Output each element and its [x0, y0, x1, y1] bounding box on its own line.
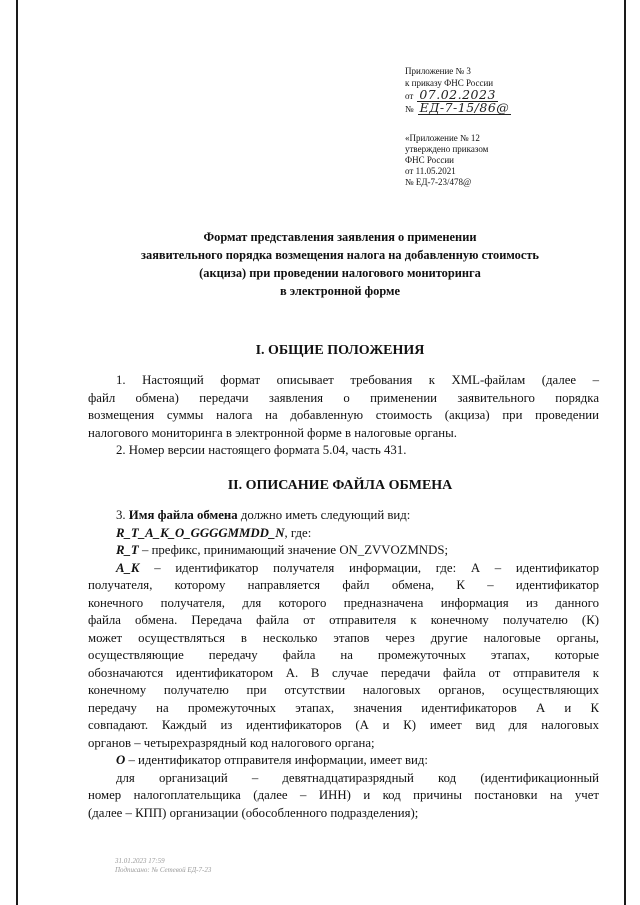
appendix-line-2: к приказу ФНС России [405, 77, 494, 88]
s2-ak-line-11: органов – четырехразрядный код налогового органа; [88, 735, 375, 750]
pattern-rest: , где: [284, 525, 312, 540]
s1-line-2: файл обмена) передачи заявления о применении заявительного порядка [88, 390, 599, 405]
s2-ak-line-3: конечного получателя, для которого предназначена информация из данного [88, 595, 599, 610]
handwritten-date: 07.02.2023 [419, 87, 496, 102]
appendix-quote-block [405, 133, 605, 188]
rt-rest: – префикс, принимающий значение ON_ZVVOZMNDS; [138, 543, 449, 557]
section-1-body [88, 372, 599, 460]
s2-org-line-3: (далее – КПП) организации (обособленного подразделения); [88, 805, 419, 820]
s2-org-line-1: для организаций – девятнадцатиразрядный код (идентификационный [116, 770, 599, 785]
o-code: O [116, 753, 126, 767]
s1-line-5: 2. Номер версии настоящего формата 5.04, часть 431. [116, 443, 407, 457]
s2-ak-line-6: осуществляющие передачу файла на промежуточных этапах, которые [88, 648, 599, 662]
stamp-line-1: 31.01.2023 17:59 [115, 857, 165, 865]
title-line-1: Формат представления заявления о применении [203, 230, 477, 244]
s2-ak-line-10: совпадают. Каждый из идентификаторов (А и К) имеет вид для налоговых [88, 718, 599, 732]
appendix-quote-line-1: «Приложение № 12 [405, 133, 480, 143]
o-rest: – идентификатор отправителя информации, имеет вид: [125, 753, 428, 767]
title-line-3: (акциза) при проведении налогового мониторинга [199, 266, 481, 280]
stamp-line-2: Подписано: № Сетевой ЕД-7-23 [115, 866, 212, 874]
rt-code: R_T [116, 543, 139, 557]
appendix-date-prefix: от [405, 90, 414, 101]
faint-print-stamp [115, 857, 211, 875]
appendix-line-1: Приложение № 3 [405, 66, 471, 76]
ak-line-1-text: – идентификатор получателя информации, где: А – идентификатор [139, 560, 599, 575]
s2-ak-line-2: получателя, которому направляется файл обмена, К – идентификатор [88, 578, 599, 592]
s1-line-4: налогового мониторинга в электронной форме в налоговые органы. [88, 425, 457, 440]
s2-ak-line-9: передачу на промежуточных этапах, значения идентификаторов А и К [88, 700, 599, 715]
title-line-4: в электронной форме [280, 284, 400, 298]
ak-code: A_K [116, 560, 140, 575]
s2-ak-line-7: обозначаются идентификатором А. В случае передачи файла от отправителя к [88, 665, 599, 680]
s1-line-3: возмещения суммы налога на добавленную стоимость (акциза) при проведении [88, 408, 599, 422]
appendix-number-line [405, 102, 605, 115]
s1-line-1: 1. Настоящий формат описывает требования к XML-файлам (далее – [116, 373, 599, 387]
file-name-pattern: R_T_A_K_O_GGGGMMDD_N [116, 525, 285, 540]
s2-pattern-line [88, 525, 599, 543]
scan-edge-right [624, 0, 626, 905]
s2-rt-line [88, 542, 599, 560]
title-line-2: заявительного порядка возмещения налога на добавленную стоимость [141, 248, 539, 262]
s2-o-line [88, 752, 599, 770]
section-2-body [88, 507, 599, 822]
scan-edge-left [16, 0, 18, 905]
s2-p3-line [88, 507, 599, 525]
appendix-quote-line-4: от 11.05.2021 [405, 166, 456, 176]
s2-ak-line-5: может осуществляться в несколько этапов через другие налоговые органы, [88, 630, 599, 645]
p3-bold-term: Имя файла обмена [128, 508, 238, 522]
appendix-quote-line-3: ФНС России [405, 155, 454, 165]
appendix-block [405, 66, 605, 115]
section-1-heading: I. ОБЩИЕ ПОЛОЖЕНИЯ [255, 343, 425, 358]
document-title [60, 228, 620, 300]
p3-number: 3. [116, 508, 129, 522]
s2-org-line-2: номер налогоплательщика (далее – ИНН) и код причины постановки на учет [88, 788, 599, 802]
appendix-quote-line-2: утверждено приказом [405, 144, 489, 154]
s2-ak-line-8: конечному получателю при отсутствии налоговых органов, осуществляющих [88, 683, 599, 697]
s2-ak-line-4: файла обмена. Передача файла от отправителя к конечному получателю (К) [88, 613, 599, 627]
s2-ak-line-1 [88, 560, 599, 578]
appendix-quote-line-5: № ЕД-7-23/478@ [405, 177, 472, 187]
section-2-heading: II. ОПИСАНИЕ ФАЙЛА ОБМЕНА [227, 478, 453, 493]
p3-rest: должно иметь следующий вид: [237, 508, 411, 522]
handwritten-order-number: ЕД-7-15/86@ [419, 100, 510, 115]
appendix-number-prefix: № [405, 103, 414, 114]
